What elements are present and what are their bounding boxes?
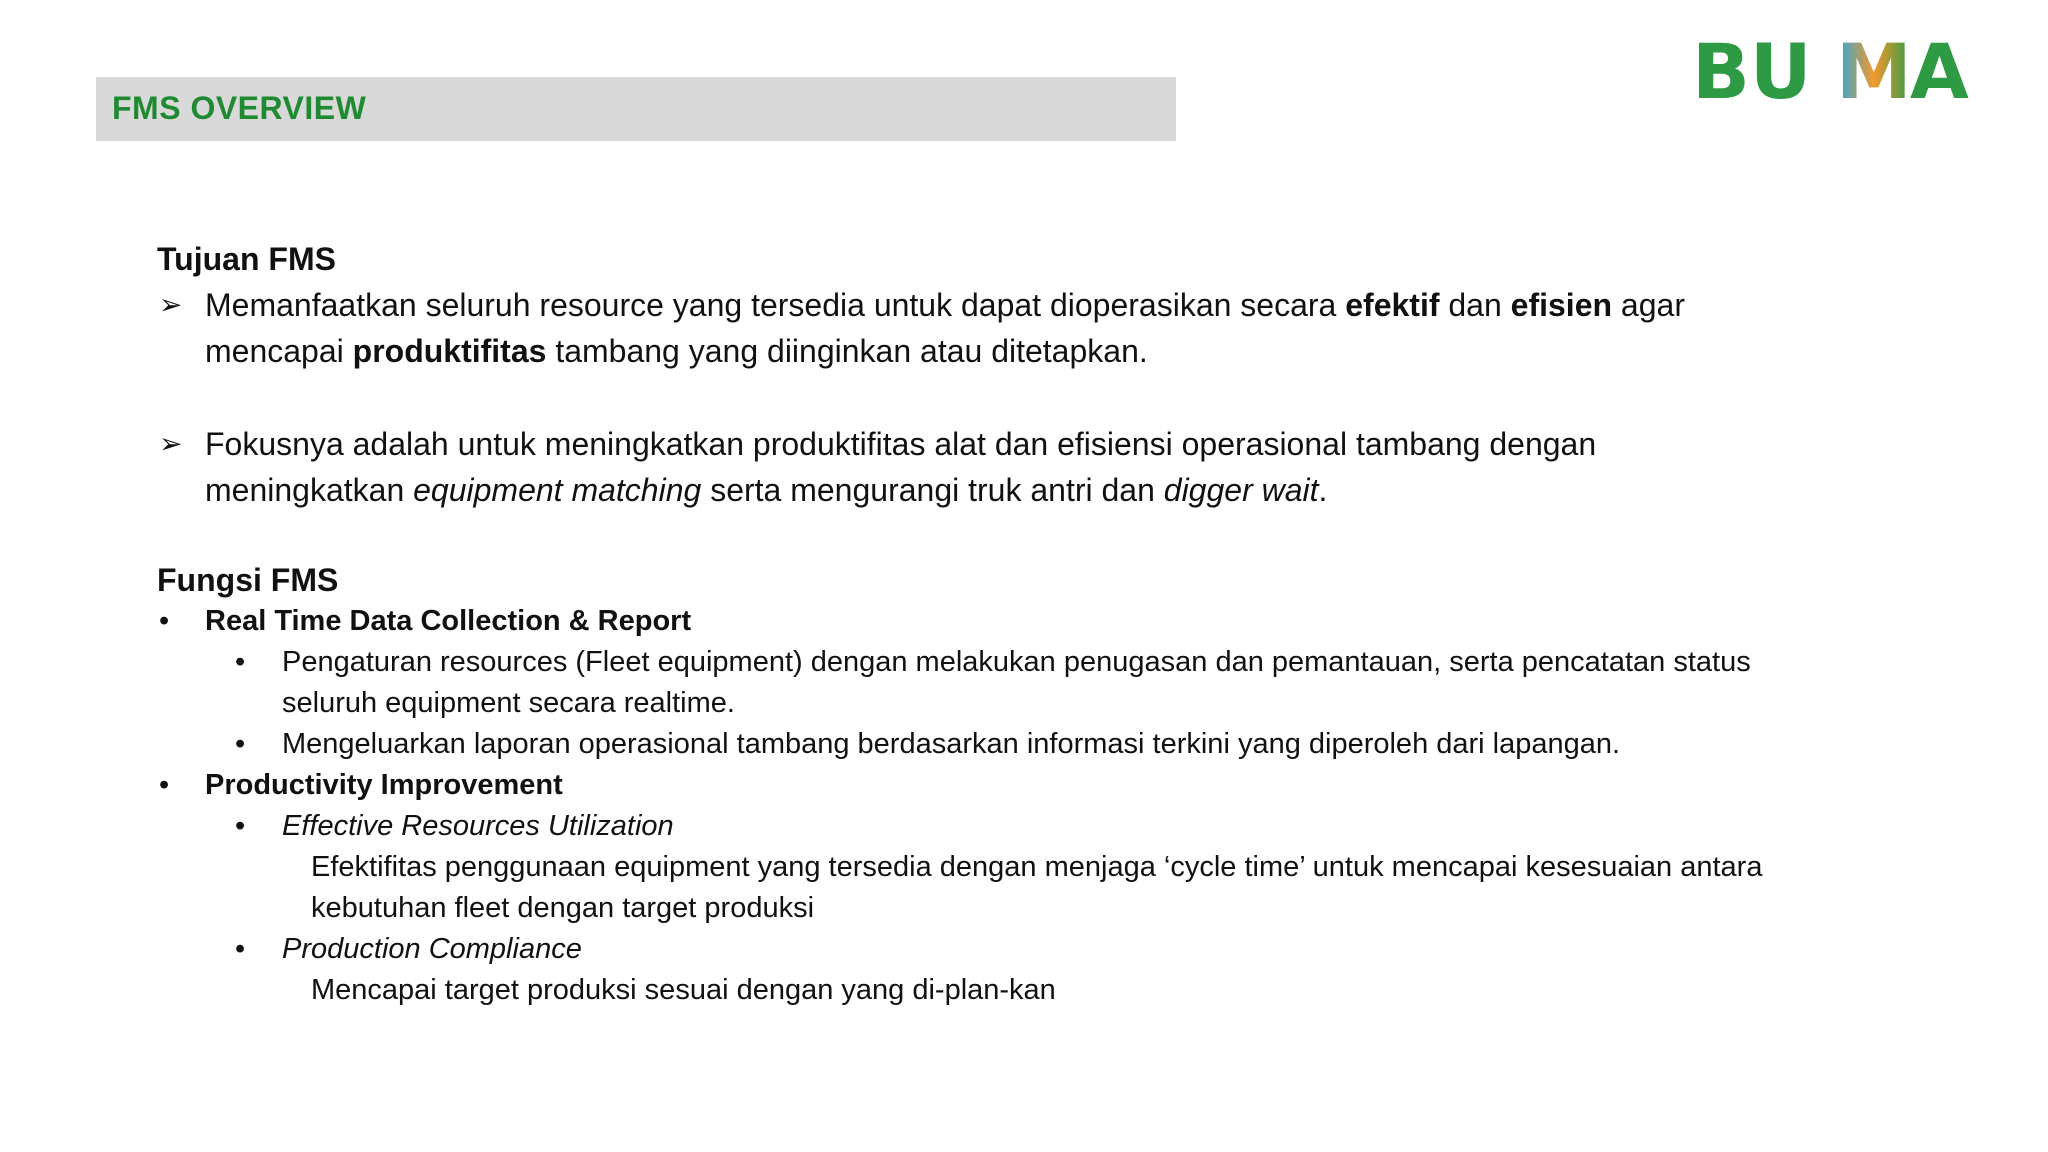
- text-run: Fokusnya adalah untuk meningkatkan produktifitas alat dan efisiensi operasional tambang dengan meningkatkan: [205, 426, 1597, 508]
- bullet-icon: •: [235, 646, 246, 678]
- logo-letter-a: A: [1910, 30, 1969, 110]
- fungsi-subitem-title: Effective Resources Utilization: [282, 810, 674, 842]
- bold-run: efisien: [1510, 287, 1613, 323]
- italic-run: equipment matching: [413, 472, 702, 508]
- fungsi-subitem: [157, 806, 1797, 847]
- fungsi-section: [157, 559, 1797, 1011]
- bullet-icon: •: [159, 605, 170, 637]
- fungsi-subitem-title: Production Compliance: [282, 933, 582, 965]
- bold-run: produktifitas: [352, 333, 547, 369]
- fungsi-subitem-text: Pengaturan resources (Fleet equipment) dengan melakukan penugasan dan pemantauan, serta pencatatan status seluruh equipment secara realtime.: [282, 646, 1751, 719]
- buma-logo: [1688, 30, 1988, 110]
- fungsi-subitem-desc: Efektifitas penggunaan equipment yang tersedia dengan menjaga ‘cycle time’ untuk mencapai kesesuaian antara kebutuhan fleet dengan target produksi: [311, 851, 1763, 924]
- arrow-bullet-icon: ➢: [159, 289, 183, 320]
- tujuan-item-2: [157, 421, 1797, 513]
- fungsi-heading: Fungsi FMS: [157, 562, 339, 598]
- text-run: Memanfaatkan seluruh resource yang tersedia untuk dapat dioperasikan secara: [205, 287, 1346, 323]
- fungsi-subitem-text: Mengeluarkan laporan operasional tambang berdasarkan informasi terkini yang diperoleh dari lapangan.: [282, 728, 1621, 760]
- fungsi-item-realtime: [157, 601, 1797, 642]
- page-title: FMS OVERVIEW: [112, 90, 367, 126]
- fungsi-item-title: Productivity Improvement: [205, 769, 563, 801]
- text-run: agar mencapai: [205, 287, 1685, 369]
- fungsi-item-title: Real Time Data Collection & Report: [205, 605, 692, 637]
- bullet-icon: •: [235, 810, 246, 842]
- logo-letter-m: M: [1836, 30, 1912, 110]
- tujuan-list: [157, 282, 1797, 513]
- fungsi-subitem: [157, 724, 1797, 765]
- fungsi-subitem: [157, 929, 1797, 970]
- logo-letters-bu: BU: [1692, 30, 1812, 110]
- italic-run: digger wait: [1163, 472, 1319, 508]
- header-bar: [96, 77, 1176, 141]
- arrow-bullet-icon: ➢: [159, 428, 183, 459]
- text-run: serta mengurangi truk antri dan: [701, 472, 1164, 508]
- fungsi-subitem-desc: Mencapai target produksi sesuai dengan yang di-plan-kan: [311, 974, 1056, 1006]
- bold-run: efektif: [1345, 287, 1440, 323]
- text-run: dan: [1439, 287, 1511, 323]
- tujuan-item-1: [157, 282, 1797, 374]
- text-run: .: [1318, 472, 1328, 508]
- slide-content: [157, 238, 1797, 1011]
- bullet-icon: •: [159, 769, 170, 801]
- bullet-icon: •: [235, 728, 246, 760]
- tujuan-heading: Tujuan FMS: [157, 241, 336, 277]
- buma-logo-graphic: [1688, 30, 1988, 110]
- bullet-icon: •: [235, 933, 246, 965]
- fungsi-subitem: [157, 642, 1797, 724]
- fungsi-item-productivity: [157, 765, 1797, 806]
- text-run: tambang yang diinginkan atau ditetapkan.: [546, 333, 1148, 369]
